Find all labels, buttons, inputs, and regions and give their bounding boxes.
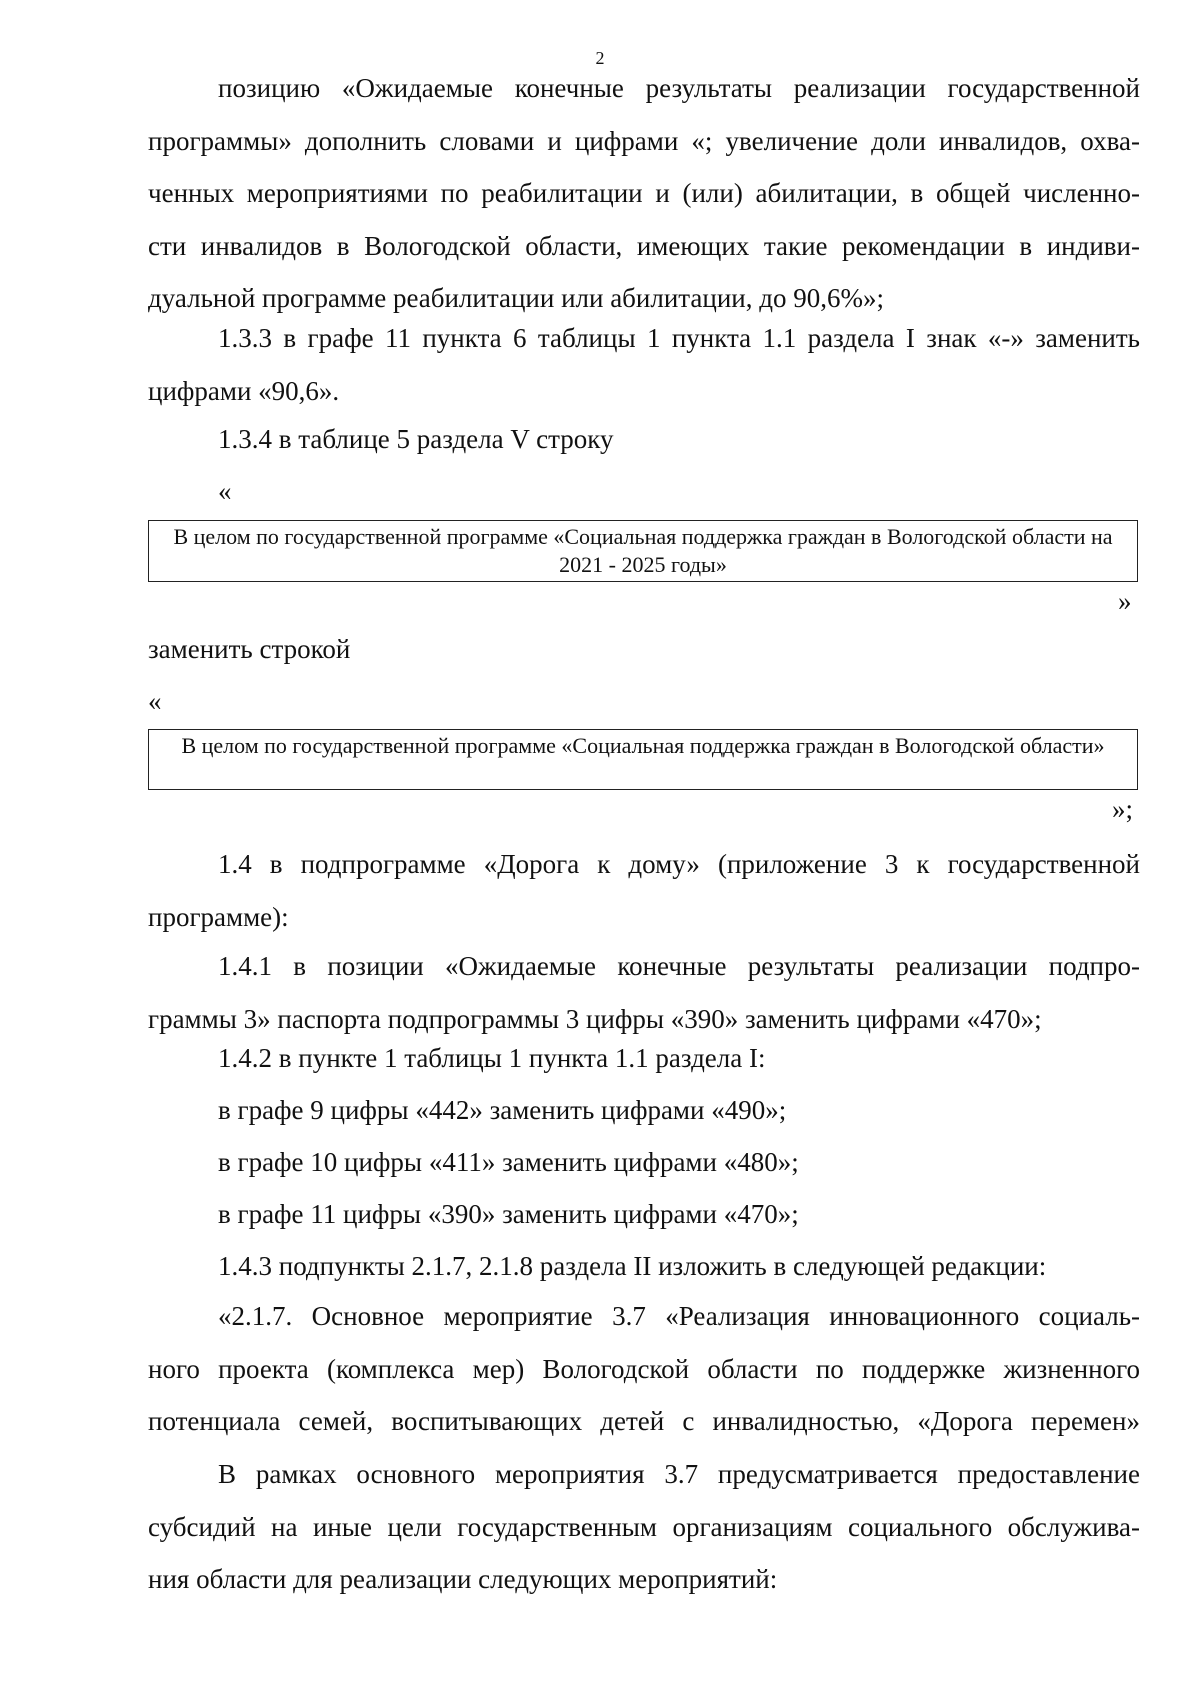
- paragraph-1-3-4: 1.3.4 в таблице 5 раздела V строку: [218, 424, 614, 454]
- text-line: программе):: [148, 901, 289, 932]
- paragraph-1-4-1: [148, 940, 1140, 1045]
- text-line: «2.1.7. Основное мероприятие 3.7 «Реализация инновационного социаль-: [218, 1301, 1140, 1331]
- text-line: субсидий на иные цели государственным организациям социального обслужива-: [148, 1511, 1140, 1542]
- text-line: позицию «Ожидаемые конечные результаты реализации государственной: [218, 73, 1140, 103]
- replace-label: заменить строкой: [148, 634, 351, 664]
- text-line: потенциала семей, воспитывающих детей с инвалидностью, «Дорога перемен»: [148, 1406, 1140, 1436]
- text-line: 1.4 в подпрограмме «Дорога к дому» (приложение 3 к государственной: [218, 849, 1140, 879]
- text-line: 1.3.3 в графе 11 пункта 6 таблицы 1 пункта 1.1 раздела I знак «-» заменить: [218, 323, 1140, 353]
- open-quote: «: [218, 476, 232, 506]
- text-line: 1.4.1 в позиции «Ожидаемые конечные результаты реализации подпро-: [218, 951, 1140, 981]
- text-line: ния области для реализации следующих мероприятий:: [148, 1564, 778, 1594]
- text-line: дуальной программе реабилитации или абилитации, до 90,6%»;: [148, 283, 884, 313]
- paragraph-1-4: [148, 838, 1140, 943]
- paragraph-column-9: в графе 9 цифры «442» заменить цифрами «490»;: [218, 1095, 787, 1125]
- text-line: цифрами «90,6».: [148, 375, 340, 406]
- paragraph-1-4-3: 1.4.3 подпункты 2.1.7, 2.1.8 раздела II изложить в следующей редакции:: [218, 1251, 1047, 1281]
- close-quote: »: [1118, 586, 1132, 616]
- text-line: граммы 3» паспорта подпрограммы 3 цифры «390» заменить цифрами «470»;: [148, 1003, 1042, 1034]
- text-line: сти инвалидов в Вологодской области, имеющих такие рекомендации в индиви-: [148, 230, 1140, 261]
- paragraph-2-1-7: [148, 1290, 1140, 1448]
- open-quote: «: [148, 686, 162, 716]
- paragraph-expected-results: [148, 62, 1140, 325]
- text-line: ного проекта (комплекса мер) Вологодской области по поддержке жизненного: [148, 1353, 1140, 1384]
- text-line: программы» дополнить словами и цифрами «; увеличение доли инвалидов, охва-: [148, 125, 1140, 156]
- table-row-new: В целом по государственной программе «Социальная поддержка граждан в Вологодской области»: [148, 729, 1138, 790]
- text-line: ченных мероприятиями по реабилитации и (или) абилитации, в общей численно-: [148, 178, 1140, 208]
- close-quote: »;: [1112, 794, 1134, 824]
- paragraph-subsidies: [148, 1448, 1140, 1606]
- table-row-old: В целом по государственной программе «Социальная поддержка граждан в Вологодской области на 2021 - 2025 годы»: [148, 520, 1138, 582]
- page-number: 2: [595, 48, 605, 68]
- paragraph-column-11: в графе 11 цифры «390» заменить цифрами «470»;: [218, 1199, 799, 1229]
- text-line: В рамках основного мероприятия 3.7 предусматривается предоставление: [218, 1459, 1140, 1489]
- paragraph-column-10: в графе 10 цифры «411» заменить цифрами «480»;: [218, 1147, 799, 1177]
- paragraph-1-3-3: [148, 312, 1140, 417]
- paragraph-1-4-2: 1.4.2 в пункте 1 таблицы 1 пункта 1.1 раздела I:: [218, 1043, 766, 1073]
